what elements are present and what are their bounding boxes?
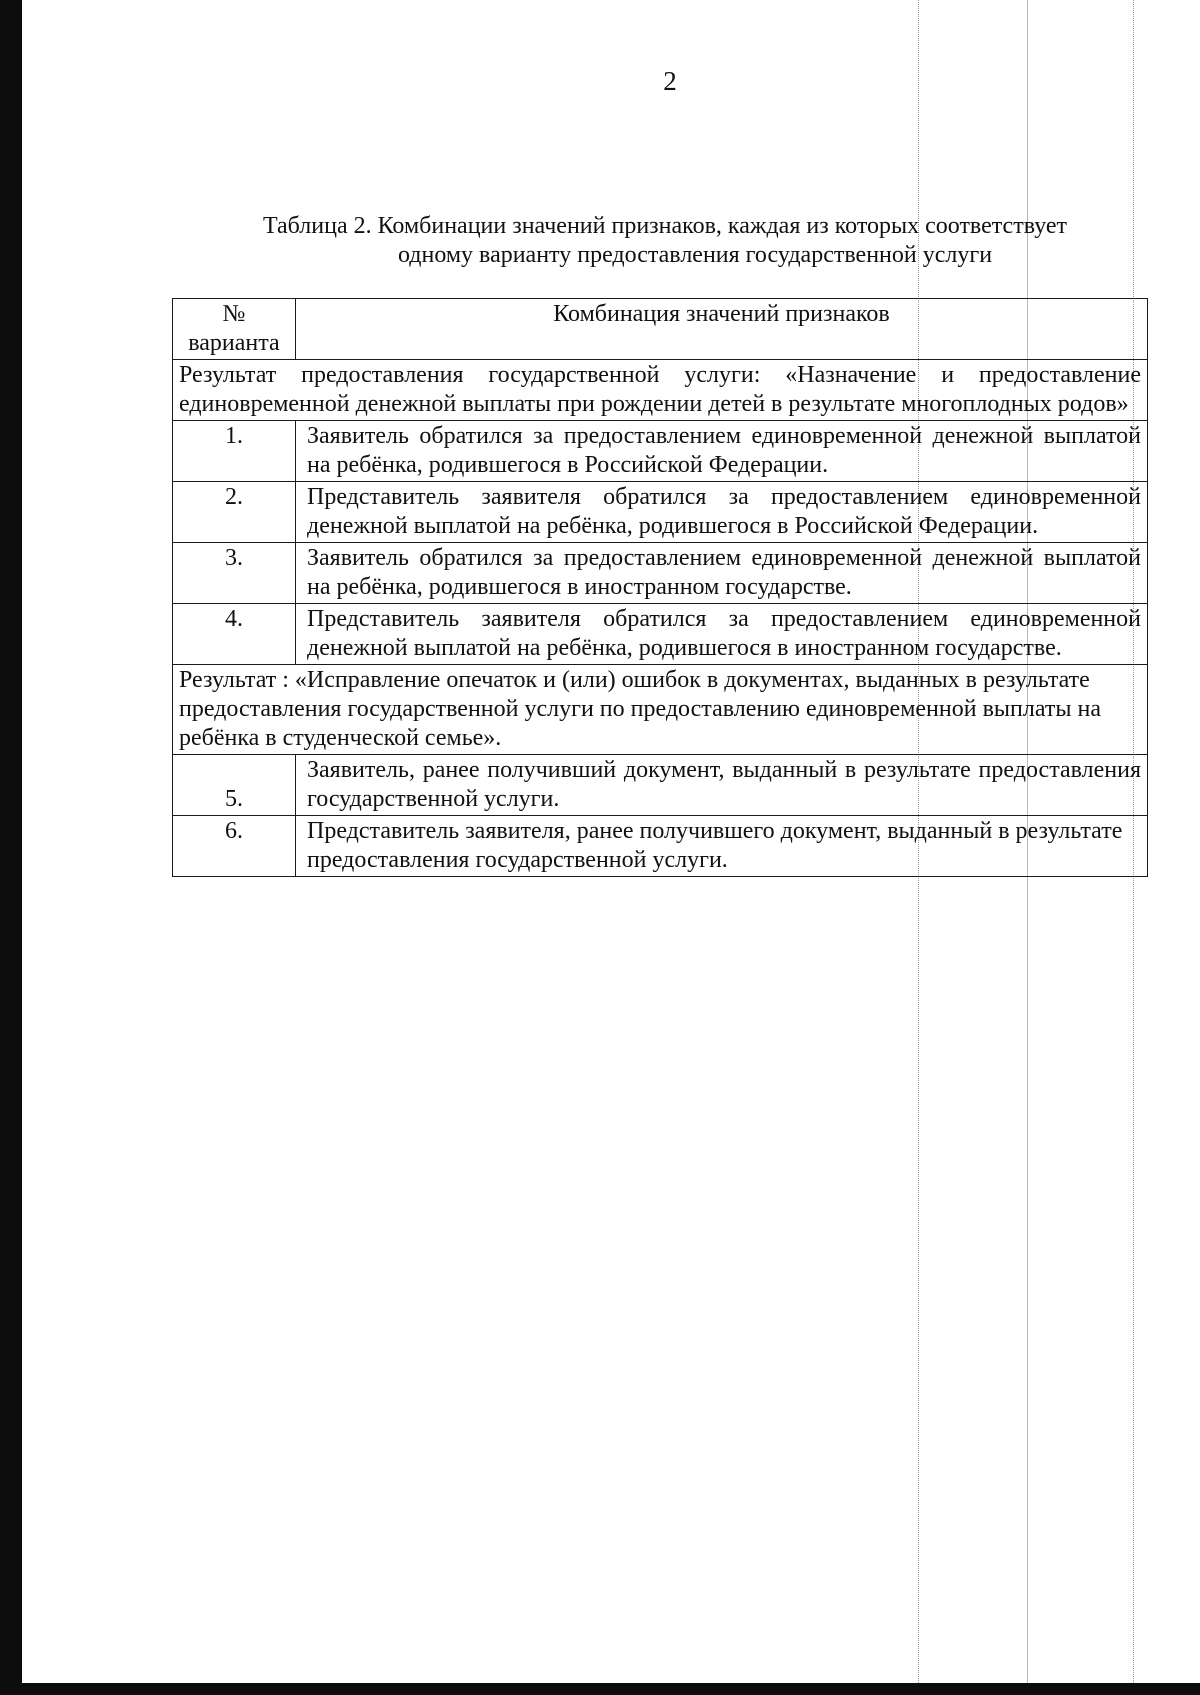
variant-description: Заявитель обратился за предоставлением единовременной денежной выплатой на ребёнка, родившегося в Российской Федерации. — [296, 421, 1148, 482]
table-row — [173, 482, 1148, 543]
section-row — [173, 665, 1148, 755]
variant-description: Представитель заявителя обратился за предоставлением единовременной денежной выплатой на ребёнка, родившегося в Российской Федерации. — [296, 482, 1148, 543]
variants-table — [172, 298, 1148, 877]
variant-description: Представитель заявителя, ранее получившего документ, выданный в результате предоставления государственной услуги. — [296, 816, 1148, 877]
variant-number: 3. — [173, 543, 296, 604]
variant-number: 2. — [173, 482, 296, 543]
variant-number: 1. — [173, 421, 296, 482]
caption-line-2: одному варианту предоставления государственной услуги — [397, 242, 993, 268]
table-row — [173, 604, 1148, 665]
section-title-birth-payment: Результат предоставления государственной услуги: «Назначение и предоставление единовременной денежной выплаты при рождении детей в результате многоплодных родов» — [173, 360, 1148, 421]
variant-number: 6. — [173, 816, 296, 877]
variant-number: 4. — [173, 604, 296, 665]
table-row — [173, 816, 1148, 877]
table-row — [173, 755, 1148, 816]
scan-border-bottom — [0, 1683, 1200, 1695]
scan-border-left — [0, 0, 22, 1695]
variant-description: Представитель заявителя обратился за предоставлением единовременной денежной выплатой на ребёнка, родившегося в иностранном государстве. — [296, 604, 1148, 665]
header-combination: Комбинация значений признаков — [296, 299, 1148, 360]
table-row — [173, 421, 1148, 482]
variant-number: 5. — [173, 755, 296, 816]
table-caption — [205, 212, 1125, 270]
variant-description: Заявитель обратился за предоставлением единовременной денежной выплатой на ребёнка, родившегося в иностранном государстве. — [296, 543, 1148, 604]
header-variant-number: № варианта — [173, 299, 296, 360]
table-header-row — [173, 299, 1148, 360]
section-title-correction: Результат : «Исправление опечаток и (или) ошибок в документах, выданных в результате предоставления государственной услуги по предоставлению единовременной выплаты на ребёнка в студенческой семье». — [173, 665, 1148, 755]
section-row — [173, 360, 1148, 421]
variant-description: Заявитель, ранее получивший документ, выданный в результате предоставления государственной услуги. — [296, 755, 1148, 816]
table-row — [173, 543, 1148, 604]
caption-line-1: Таблица 2. Комбинации значений признаков, каждая из которых соответствует — [262, 213, 1068, 239]
page-number: 2 — [663, 66, 677, 96]
